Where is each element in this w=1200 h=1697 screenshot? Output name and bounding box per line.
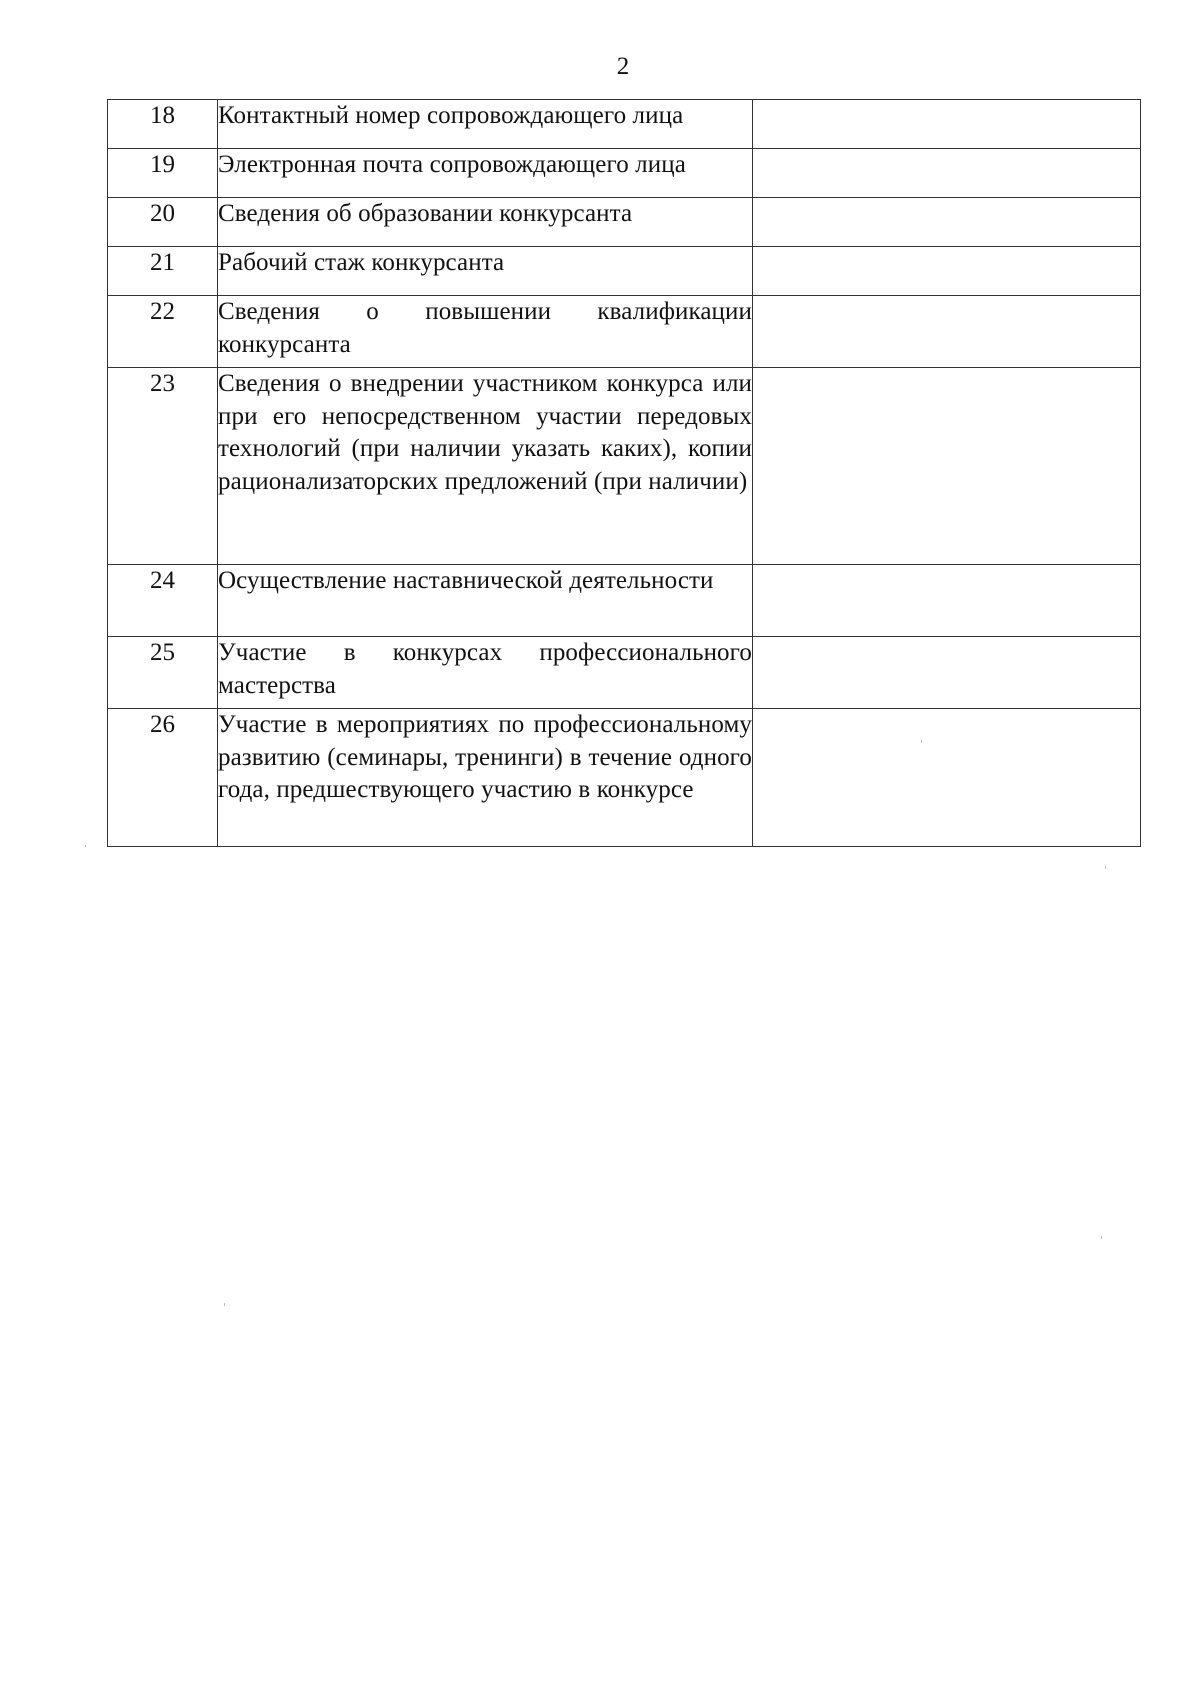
field-label-cell: Контактный номер сопровождающего лица: [218, 100, 753, 149]
table-row: [108, 149, 1141, 198]
field-label-cell: Электронная почта сопровождающего лица: [218, 149, 753, 198]
field-label-cell: Сведения о повышении квалификации конкурсанта: [218, 296, 753, 368]
application-form-table: [107, 99, 1141, 847]
field-label-cell: Сведения о внедрении участником конкурса или при его непосредственном участии передовых технологий (при наличии указать каких), копии рационализаторских предложений (при наличии): [218, 368, 753, 565]
table-row: [108, 198, 1141, 247]
scan-speck: [85, 845, 86, 847]
row-number-cell: 22: [108, 296, 218, 368]
table-row: [108, 565, 1141, 637]
scan-speck: [921, 740, 922, 743]
row-number-cell: 20: [108, 198, 218, 247]
field-value-cell: [753, 368, 1141, 565]
field-value-cell: [753, 637, 1141, 709]
field-value-cell: [753, 709, 1141, 847]
row-number-cell: 26: [108, 709, 218, 847]
field-value-cell: [753, 149, 1141, 198]
row-number-cell: 23: [108, 368, 218, 565]
scan-speck: [1105, 866, 1106, 869]
field-label-cell: Участие в мероприятиях по профессиональному развитию (семинары, тренинги) в течение одного года, предшествующего участию в конкурсе: [218, 709, 753, 847]
row-number-cell: 19: [108, 149, 218, 198]
row-number-cell: 18: [108, 100, 218, 149]
table-row: [108, 247, 1141, 296]
field-value-cell: [753, 100, 1141, 149]
field-value-cell: [753, 247, 1141, 296]
scan-speck: [1101, 1236, 1102, 1239]
field-value-cell: [753, 565, 1141, 637]
row-number-cell: 24: [108, 565, 218, 637]
table-row: [108, 368, 1141, 565]
table-row: [108, 100, 1141, 149]
field-label-cell: Рабочий стаж конкурсанта: [218, 247, 753, 296]
table-row: [108, 709, 1141, 847]
field-label-cell: Осуществление наставнической деятельности: [218, 565, 753, 637]
field-value-cell: [753, 296, 1141, 368]
field-value-cell: [753, 198, 1141, 247]
table-row: [108, 637, 1141, 709]
field-label-cell: Участие в конкурсах профессионального мастерства: [218, 637, 753, 709]
page-number: 2: [616, 53, 630, 80]
field-label-cell: Сведения об образовании конкурсанта: [218, 198, 753, 247]
scan-speck: [224, 1303, 225, 1306]
row-number-cell: 21: [108, 247, 218, 296]
table-row: [108, 296, 1141, 368]
row-number-cell: 25: [108, 637, 218, 709]
